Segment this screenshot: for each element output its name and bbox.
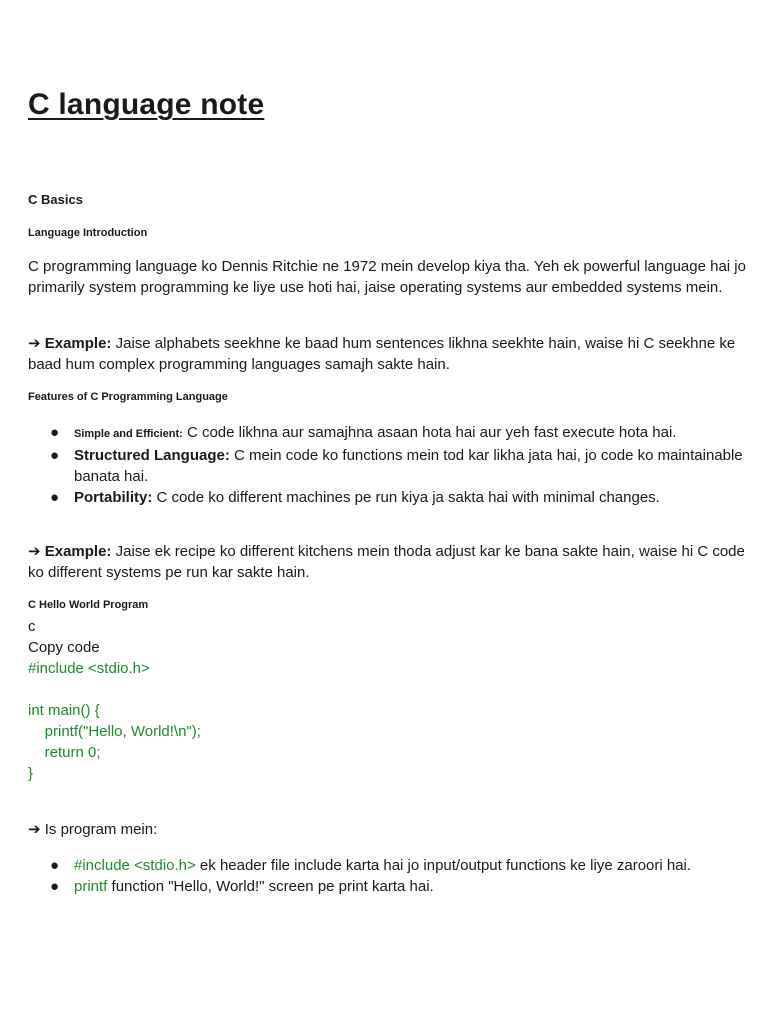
heading-features: Features of C Programming Language xyxy=(28,391,228,403)
bullet-icon: ● xyxy=(50,447,60,464)
code-line: } xyxy=(28,765,34,782)
code-line: return 0; xyxy=(28,744,101,761)
bullet-icon: ● xyxy=(50,857,60,874)
features-example-paragraph xyxy=(28,541,746,583)
example-label: ➔ Example: xyxy=(28,335,112,352)
feature-text: C code ko different machines pe run kiya ja sakta hai with minimal changes. xyxy=(152,489,660,506)
example-text: Jaise ek recipe ko different kitchens mein thoda adjust kar ke bana sakte hain, waise hi C code ko different systems pe run kar sakte hain. xyxy=(28,543,745,581)
heading-hello-world: C Hello World Program xyxy=(28,599,149,611)
code-line: #include <stdio.h> xyxy=(28,660,150,677)
intro-paragraph: C programming language ko Dennis Ritchie ne 1972 mein develop kiya tha. Yeh ek powerful language hai jo primarily system programming ke liye use hoti hai, jaise operating systems aur embedded systems mein. xyxy=(28,258,746,296)
example-text: Jaise alphabets seekhne ke baad hum sentences likhna seekhte hain, waise hi C seekhne ke baad hum complex programming languages samajh sakte hain. xyxy=(28,335,736,373)
code-line: int main() { xyxy=(28,702,100,719)
bullet-icon: ● xyxy=(50,489,60,506)
inline-code: printf xyxy=(74,878,108,895)
bullet-text: function "Hello, World!" screen pe print karta hai. xyxy=(107,878,434,895)
is-program-label: ➔ Is program mein: xyxy=(28,821,158,838)
heading-language-introduction: Language Introduction xyxy=(28,227,148,239)
page-title: C language note xyxy=(28,88,265,121)
program-explanation-list xyxy=(28,855,746,897)
section-heading-basics: C Basics xyxy=(28,192,83,207)
feature-text: C mein code ko functions mein tod kar likha jata hai, jo code ko maintainable banata hai. xyxy=(74,447,743,485)
list-item xyxy=(28,876,746,897)
list-item xyxy=(28,487,746,508)
example-label: ➔ Example: xyxy=(28,543,112,560)
code-line: printf("Hello, World!\n"); xyxy=(28,723,201,740)
bullet-icon: ● xyxy=(50,424,60,441)
list-item xyxy=(28,855,746,876)
code-language-label: c xyxy=(28,618,36,635)
list-item xyxy=(28,445,746,487)
bullet-icon: ● xyxy=(50,878,60,895)
inline-code: #include <stdio.h> xyxy=(74,857,196,874)
bullet-text: ek header file include karta hai jo input/output functions ke liye zaroori hai. xyxy=(195,857,692,874)
feature-text: C code likhna aur samajhna asaan hota hai aur yeh fast execute hota hai. xyxy=(182,424,677,441)
list-item xyxy=(28,422,746,445)
intro-example-paragraph xyxy=(28,333,746,375)
feature-label: Portability: xyxy=(74,489,153,506)
features-list xyxy=(28,422,746,508)
feature-label: Simple and Efficient: xyxy=(74,428,183,440)
feature-label: Structured Language: xyxy=(74,447,230,464)
copy-code-button[interactable]: Copy code xyxy=(28,639,100,656)
